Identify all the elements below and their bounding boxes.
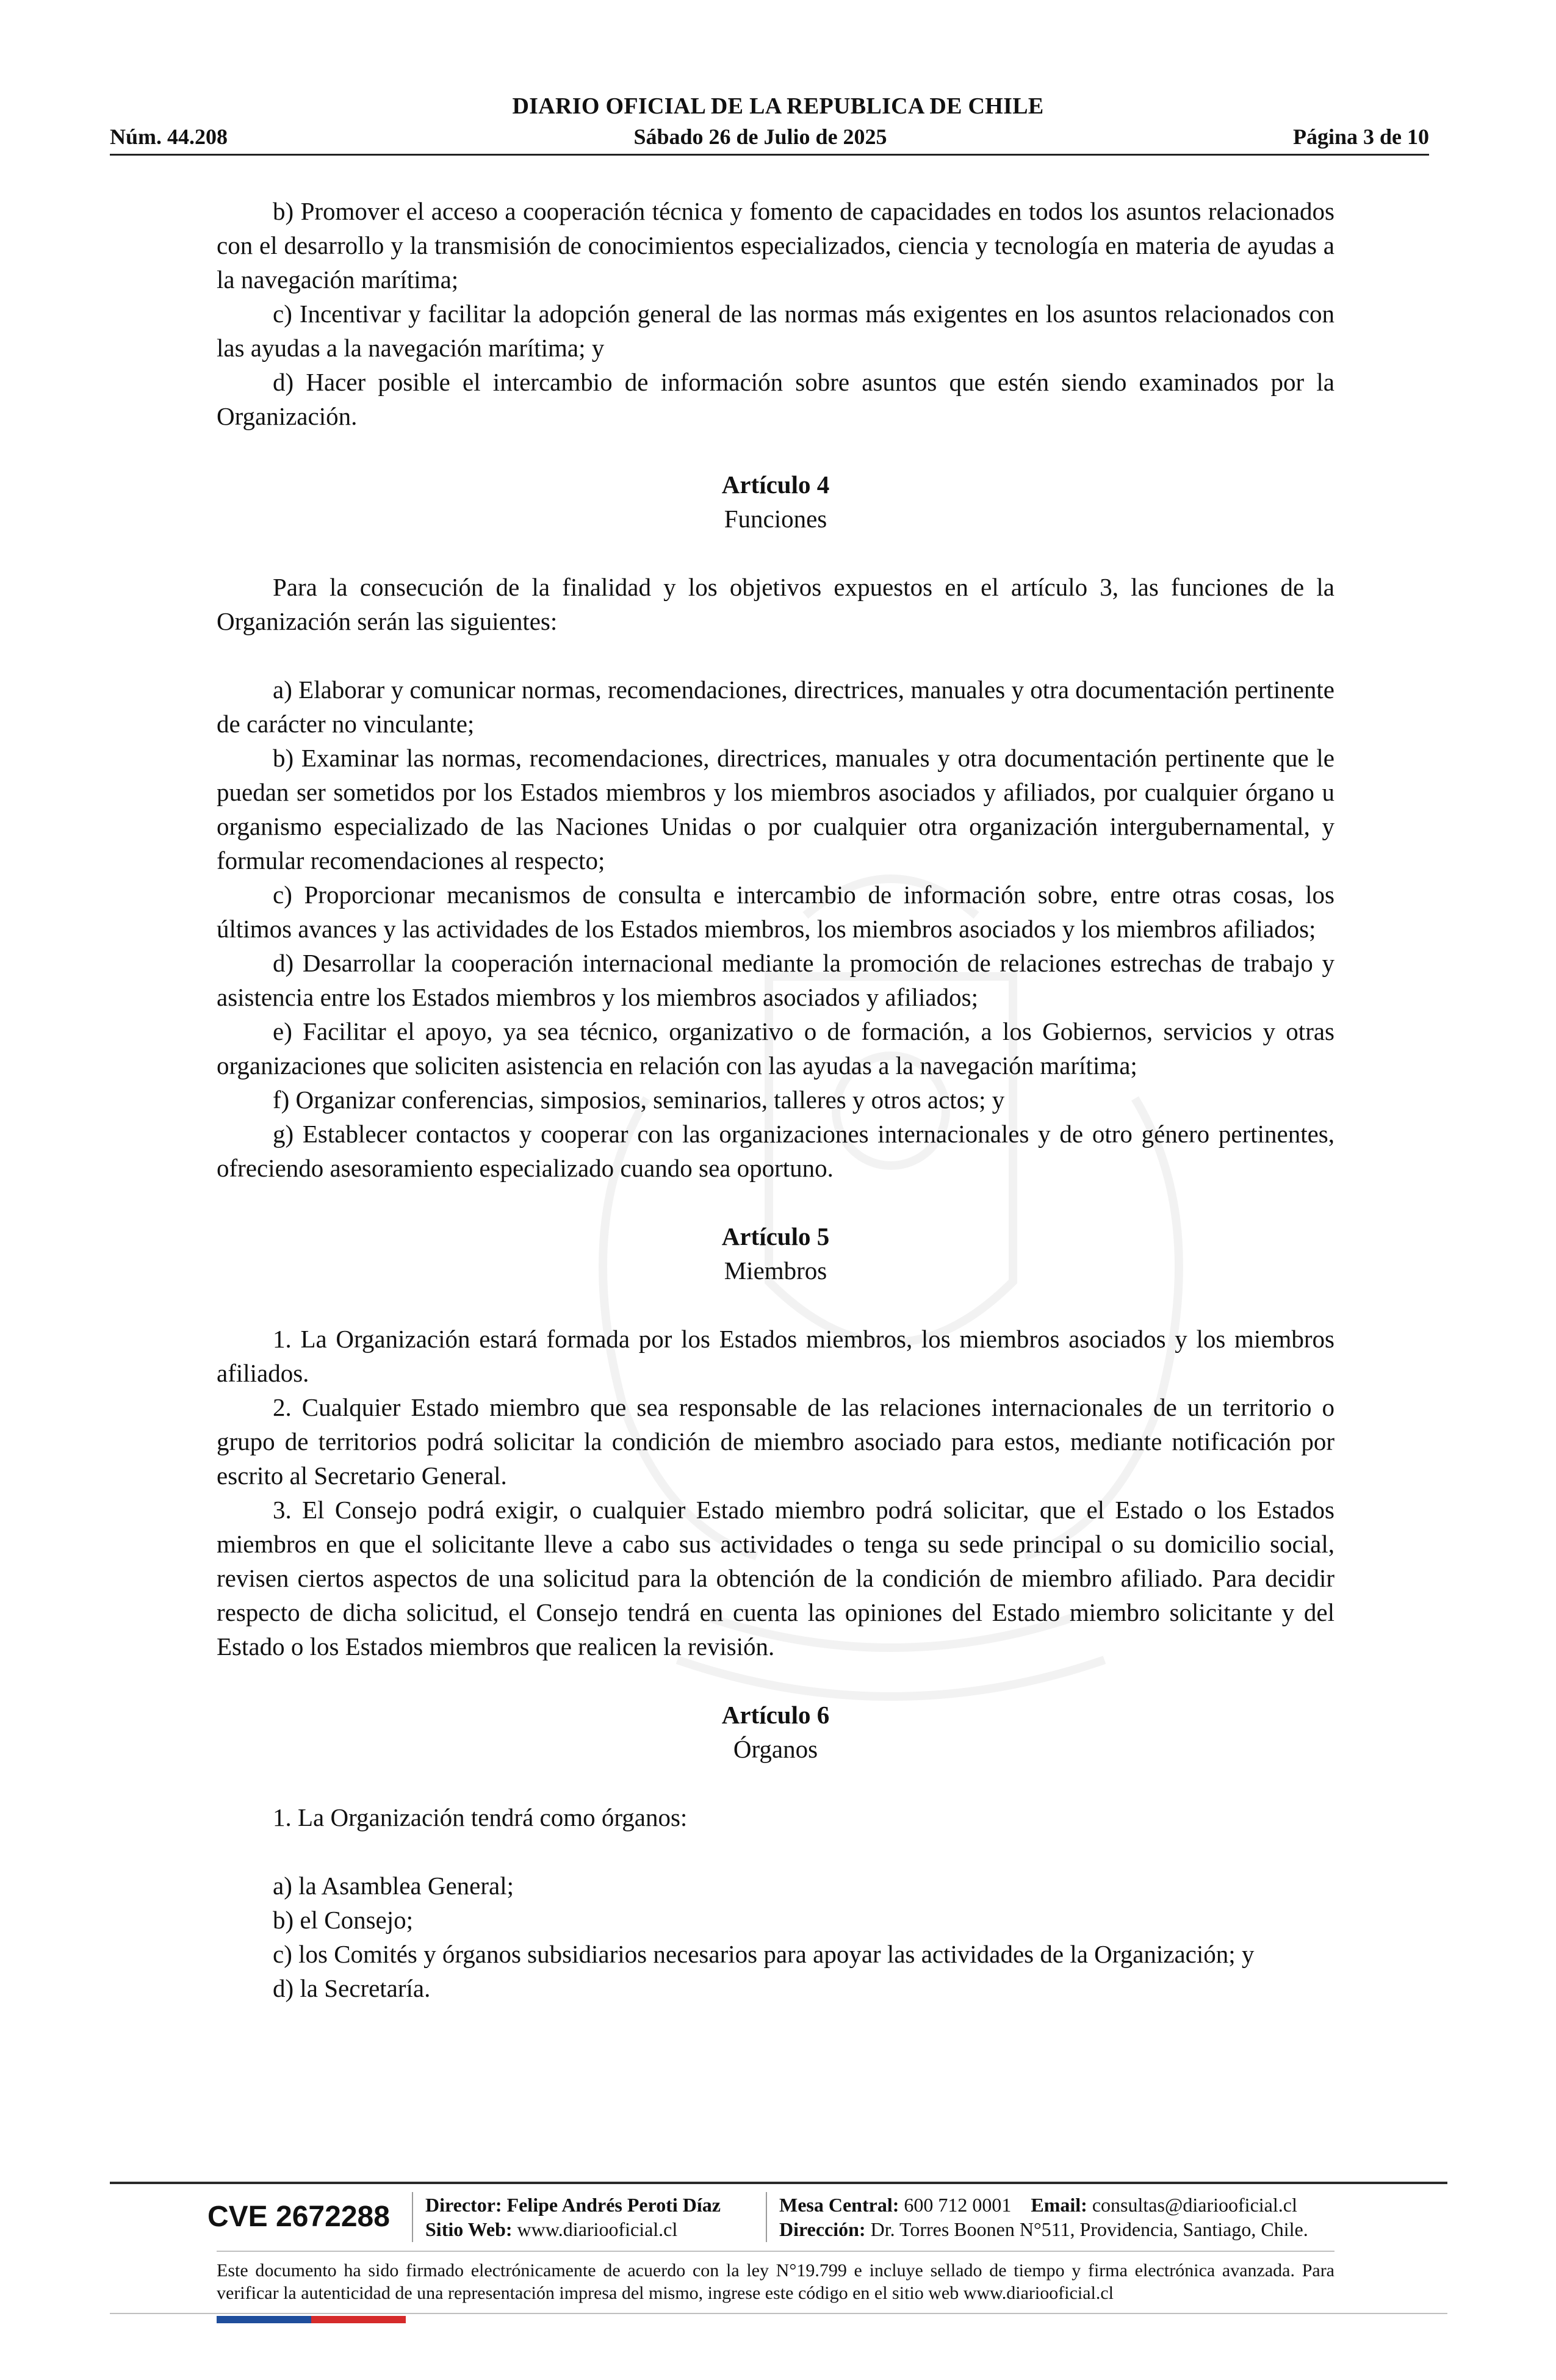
signature-notice: Este documento ha sido firmado electrónicamente de acuerdo con la ley N°19.799 e incluye sellado de tiempo y firma electrónica avanzada. Para verificar la autenticidad de una representación impresa del mismo, ingrese este código en el sitio web www.diariooficial.cl (217, 2260, 1334, 2303)
email-link[interactable]: consultas@diariooficial.cl (1092, 2194, 1297, 2216)
phone-label: Mesa Central: (779, 2194, 899, 2216)
cve-code: CVE 2672288 (207, 2201, 390, 2233)
header-meta-row (110, 124, 1429, 150)
article-4-item-b: b) Examinar las normas, recomendaciones, directrices, manuales y otra documentación pertinente que le puedan ser sometidos por los Estados miembros y los miembros asociados y afiliados, por cualquier órgano u organismo especializado de las Naciones Unidas o por cualquier otra organización intergubernamental, y formular recomendaciones al respecto; (217, 744, 1334, 874)
document-body (217, 194, 1334, 2005)
director-name: Felipe Andrés Peroti Díaz (506, 2194, 721, 2216)
article-5-heading: Artículo 5 (721, 1222, 830, 1250)
footer-bottom-rule (110, 2313, 1447, 2314)
objective-b-paragraph: b) Promover el acceso a cooperación técnica y fomento de capacidades en todos los asuntos relacionados con el desarrollo y la transmisión de conocimientos especializados, ciencia y tecnología en materia de ayudas a la navegación marítima; (217, 197, 1334, 294)
page-indicator: Página 3 de 10 (1292, 124, 1429, 149)
footer-director-block (425, 2193, 721, 2241)
newspaper-title: DIARIO OFICIAL DE LA REPUBLICA DE CHILE (512, 93, 1044, 119)
article-6-item-b: b) el Consejo; (273, 1906, 414, 1934)
header-divider (110, 154, 1429, 156)
address-value: Dr. Torres Boonen N°511, Providencia, Santiago, Chile. (870, 2218, 1308, 2240)
website-link[interactable]: www.diariooficial.cl (517, 2218, 678, 2240)
flag-stripe-blue (217, 2316, 311, 2323)
article-6-item-a: a) la Asamblea General; (273, 1872, 514, 1900)
article-6-item-1: 1. La Organización tendrá como órganos: (273, 1803, 688, 1831)
article-5-subtitle: Miembros (724, 1257, 827, 1285)
article-6-item-c: c) los Comités y órganos subsidiarios necesarios para apoyar las actividades de la Organización; y (273, 1940, 1255, 1968)
email-label: Email: (1031, 2194, 1087, 2216)
footer-separator (412, 2192, 413, 2242)
article-4-heading: Artículo 4 (721, 471, 830, 499)
issue-date: Sábado 26 de Julio de 2025 (633, 124, 887, 149)
article-5-item-1: 1. La Organización estará formada por los Estados miembros, los miembros asociados y los miembros afiliados. (217, 1325, 1334, 1387)
objective-c-paragraph: c) Incentivar y facilitar la adopción general de las normas más exigentes en los asuntos relacionados con las ayudas a la navegación marítima; y (217, 300, 1334, 362)
footer-middle-rule (217, 2251, 1334, 2252)
objective-d-paragraph: d) Hacer posible el intercambio de información sobre asuntos que estén siendo examinados por la Organización. (217, 368, 1334, 430)
article-6-item-d: d) la Secretaría. (273, 1974, 431, 2002)
footer-top-rule (110, 2182, 1447, 2184)
website-label: Sitio Web: (425, 2218, 513, 2240)
footer-separator (766, 2192, 767, 2242)
article-5-item-2: 2. Cualquier Estado miembro que sea responsable de las relaciones internacionales de un territorio o grupo de territorios podrá solicitar la condición de miembro asociado para estos, mediante notificación por escrito al Secretario General. (217, 1393, 1334, 1490)
article-4-item-e: e) Facilitar el apoyo, ya sea técnico, organizativo o de formación, a los Gobiernos, servicios y otras organizaciones que soliciten asistencia en relación con las ayudas a la navegación marítima; (217, 1017, 1334, 1080)
director-label: Director: (425, 2194, 502, 2216)
article-4-subtitle: Funciones (724, 505, 827, 533)
article-4-item-g: g) Establecer contactos y cooperar con las organizaciones internacionales y de otro género pertinentes, ofreciendo asesoramiento especializado cuando sea oportuno. (217, 1120, 1334, 1182)
flag-stripe-red (311, 2316, 406, 2323)
phone-value: 600 712 0001 (904, 2194, 1012, 2216)
article-4-item-d: d) Desarrollar la cooperación internacional mediante la promoción de relaciones estrechas de trabajo y asistencia entre los Estados miembros y los miembros asociados y afiliados; (217, 949, 1334, 1011)
article-4-item-c: c) Proporcionar mecanismos de consulta e intercambio de información sobre, entre otras cosas, los últimos avances y las actividades de los Estados miembros, los miembros asociados y los miembros afiliados; (217, 881, 1334, 943)
article-4-intro: Para la consecución de la finalidad y los objetivos expuestos en el artículo 3, las funciones de la Organización serán las siguientes: (217, 573, 1334, 635)
article-4-item-a: a) Elaborar y comunicar normas, recomendaciones, directrices, manuales y otra documentación pertinente de carácter no vinculante; (217, 676, 1334, 738)
address-label: Dirección: (779, 2218, 866, 2240)
article-5-item-3: 3. El Consejo podrá exigir, o cualquier Estado miembro podrá solicitar, que el Estado o los Estados miembros en que el solicitante lleve a cabo sus actividades o tenga su sede principal o su domicilio social, revisen ciertos aspectos de una solicitud para la obtención de la condición de miembro afiliado. Para decidir respecto de dicha solicitud, el Consejo tendrá en cuenta las opiniones del Estado miembro solicitante y del Estado o los Estados miembros que realicen la revisión. (217, 1496, 1334, 1661)
footer-contact-block (779, 2193, 1308, 2241)
article-4-item-f: f) Organizar conferencias, simposios, seminarios, talleres y otros actos; y (273, 1086, 1005, 1114)
issue-number: Núm. 44.208 (110, 124, 228, 149)
article-6-heading: Artículo 6 (721, 1701, 830, 1729)
article-6-subtitle: Órganos (733, 1735, 818, 1763)
